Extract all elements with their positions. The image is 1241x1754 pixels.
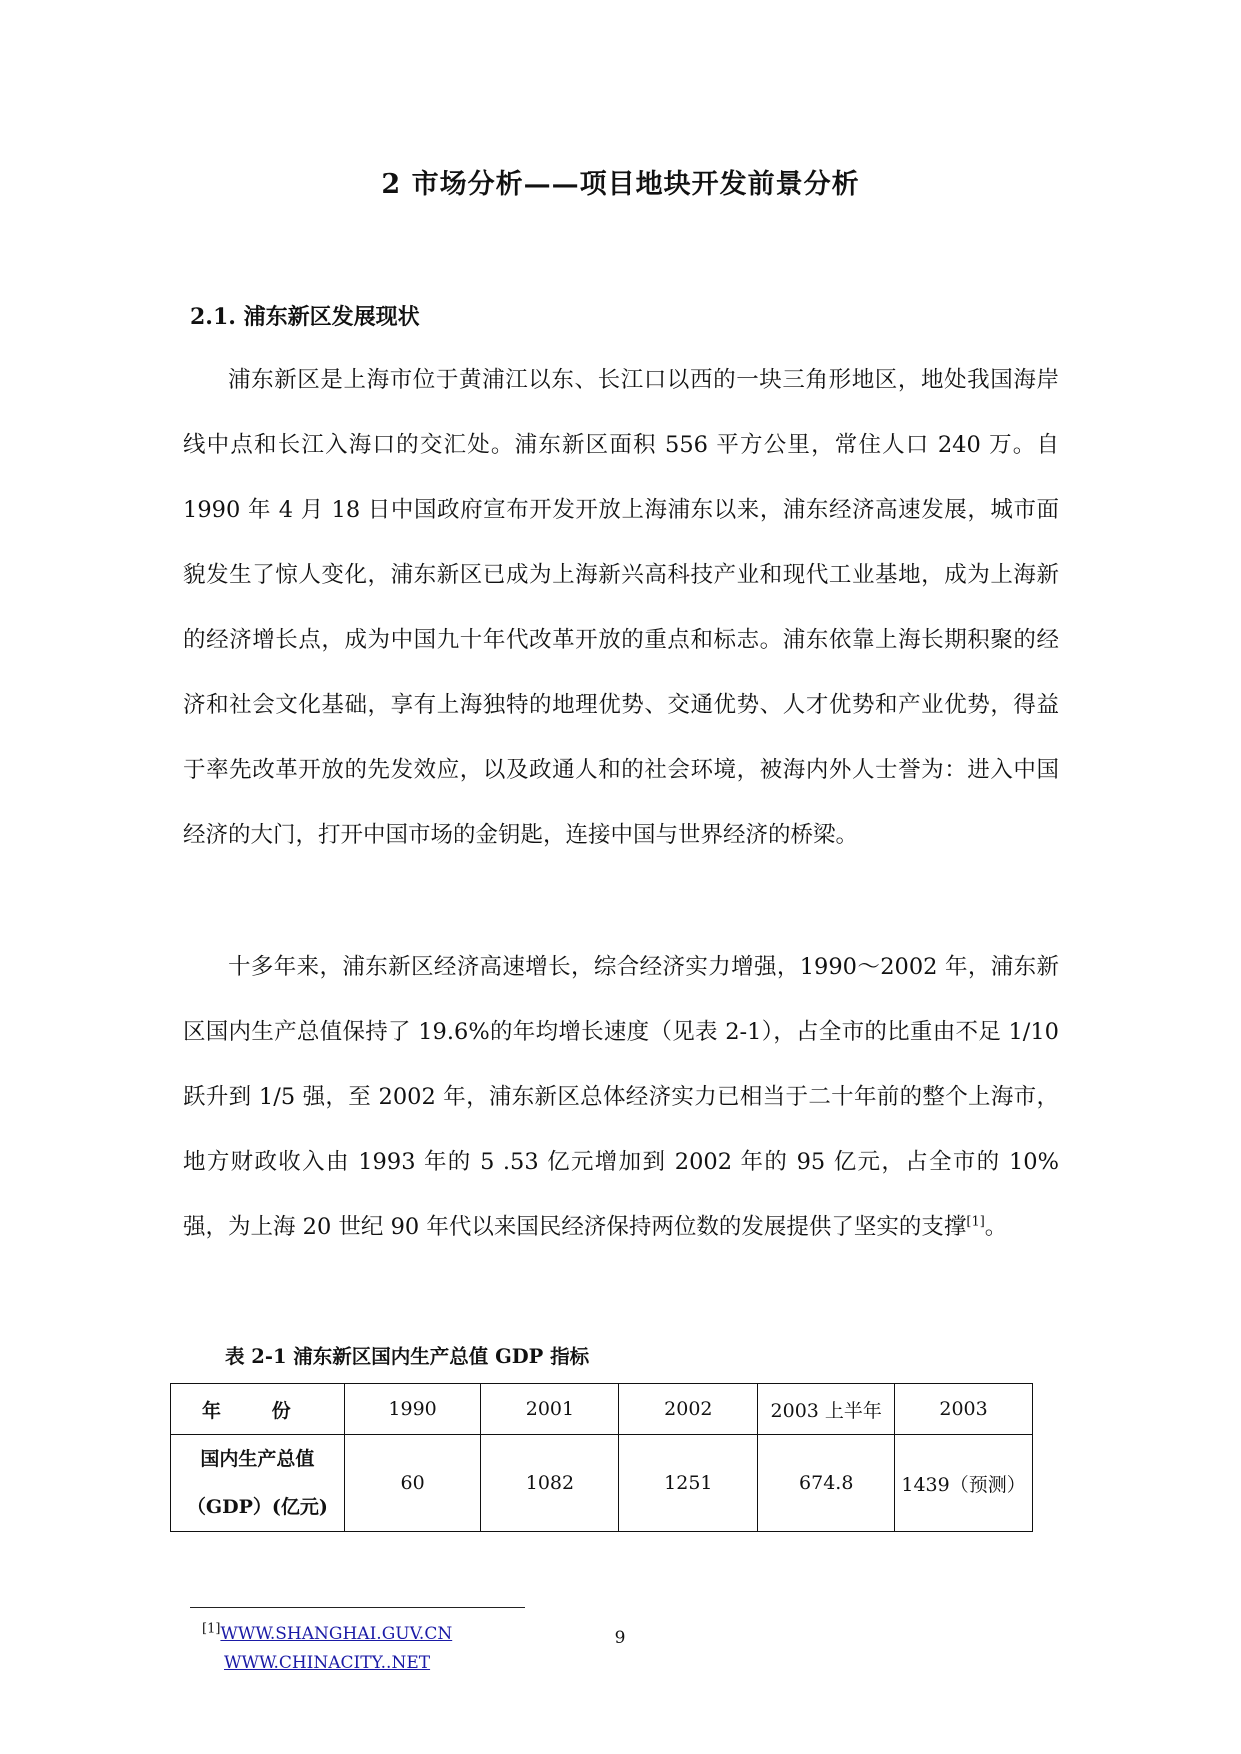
paragraph-text: 十多年来，浦东新区经济高速增长，综合经济实力增强，1990～2002 年，浦东新区国内生产总值保持了 19.6%的年均增长速度（见表 2-1），占全市的比重由不足 1/10 跃升到 1/5 强，至 2002 年，浦东新区总体经济实力已相当于二十年前的整个上海市，地方财政收入由 1993 年的 5 .53 亿元增加到 2002 年的 95 亿元，占全市的 10%强，为上海 20 世纪 90 年代以来国民经济保持两位数的发展提供了坚实的支撑	[183, 954, 1059, 1240]
table-cell: 674.8	[758, 1435, 895, 1532]
table-header-year: 年 份	[171, 1384, 345, 1435]
footnote-link-shanghai[interactable]: WWW.SHANGHAI.GUV.CN	[220, 1624, 453, 1644]
body-paragraph	[183, 935, 1059, 1260]
table-header-cell: 2003	[895, 1384, 1033, 1435]
table-header-cell: 2002	[619, 1384, 758, 1435]
row-label-line: （GDP）(亿元)	[186, 1496, 328, 1518]
row-label-line: 国内生产总值	[200, 1448, 315, 1470]
table-cell: 60	[344, 1435, 481, 1532]
footnote-link-chinacity[interactable]: WWW.CHINACITY..NET	[224, 1653, 431, 1673]
gdp-table	[170, 1383, 1033, 1532]
table-header-row	[171, 1384, 1033, 1435]
footnote-reference[interactable]: [1]	[966, 1214, 985, 1230]
page-number: 9	[614, 1628, 626, 1648]
footnote	[202, 1620, 452, 1678]
table-caption: 表 2-1 浦东新区国内生产总值 GDP 指标	[225, 1345, 590, 1368]
table-header-cell: 1990	[344, 1384, 481, 1435]
table-cell: 1082	[481, 1435, 619, 1532]
footnote-divider	[190, 1607, 525, 1608]
table-cell: 1439（预测）	[895, 1435, 1033, 1532]
table-cell: 1251	[619, 1435, 758, 1532]
chapter-title: 2 市场分析——项目地块开发前景分析	[381, 169, 860, 200]
table-header-cell: 2003 上半年	[758, 1384, 895, 1435]
table-header-cell: 2001	[481, 1384, 619, 1435]
footnote-mark: [1]	[202, 1621, 221, 1637]
body-paragraph: 浦东新区是上海市位于黄浦江以东、长江口以西的一块三角形地区，地处我国海岸线中点和长江入海口的交汇处。浦东新区面积 556 平方公里，常住人口 240 万。自 1990 年 4 月 18 日中国政府宣布开发开放上海浦东以来，浦东经济高速发展，城市面貌发生了惊人变化，浦东新区已成为上海新兴高科技产业和现代工业基地，成为上海新的经济增长点，成为中国九十年代改革开放的重点和标志。浦东依靠上海长期积聚的经济和社会文化基础，享有上海独特的地理优势、交通优势、人才优势和产业优势，得益于率先改革开放的先发效应，以及政通人和的社会环境，被海内外人士誉为：进入中国经济的大门，打开中国市场的金钥匙，连接中国与世界经济的桥梁。	[183, 367, 1059, 848]
paragraph-end: 。	[984, 1214, 1008, 1240]
table-row-label	[171, 1435, 345, 1532]
section-heading: 2.1. 浦东新区发展现状	[190, 304, 420, 330]
table-row	[171, 1435, 1033, 1532]
